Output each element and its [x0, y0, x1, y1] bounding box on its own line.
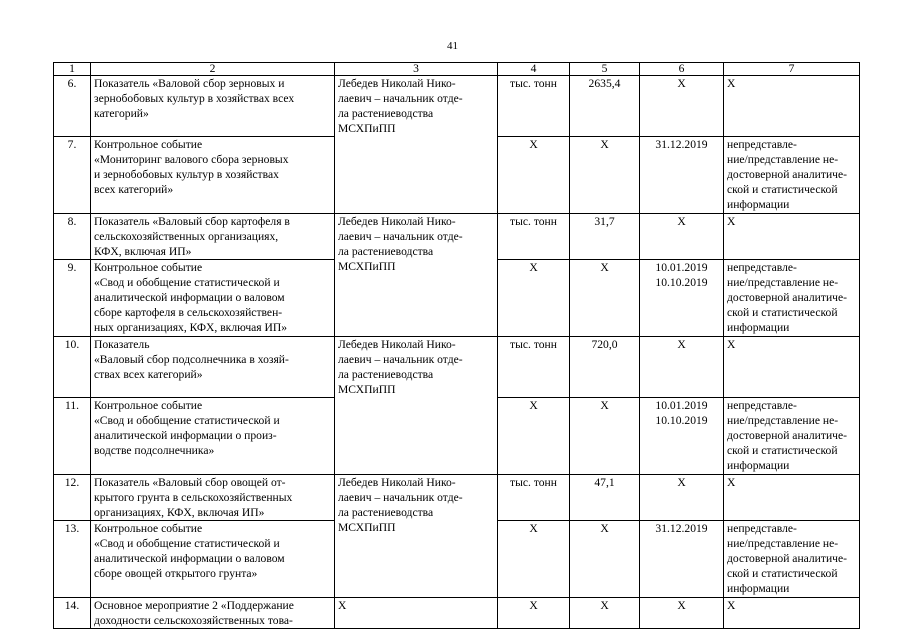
row-value: 31,7 [570, 214, 640, 260]
row-name: Показатель «Валовый сбор картофеля в сельскохозяйственных организациях, КФХ, включая ИП» [91, 214, 335, 260]
row-date: 10.01.2019 10.10.2019 [640, 260, 724, 337]
header-col-4: 4 [498, 63, 570, 76]
row-date: 10.01.2019 10.10.2019 [640, 398, 724, 475]
row-name: Показатель «Валовый сбор подсолнечника в хозяй- ствах всех категорий» [91, 337, 335, 398]
row-date: Х [640, 475, 724, 521]
row-value: Х [570, 598, 640, 629]
row-value: 2635,4 [570, 76, 640, 137]
row-number: 6. [54, 76, 91, 137]
row-unit: тыс. тонн [498, 475, 570, 521]
row-name: Показатель «Валовый сбор овощей от- крытого грунта в сельскохозяйственных организациях, КФХ, включая ИП» [91, 475, 335, 521]
row-name: Контрольное событие «Свод и обобщение статистической и аналитической информации о валовом сборе картофеля в сельскохозяйствен- ных организациях, КФХ, включая ИП» [91, 260, 335, 337]
table-row [54, 214, 860, 260]
row-responsible: Лебедев Николай Нико- лаевич – начальник отде- ла растениеводства МСХПиПП [335, 214, 498, 337]
row-responsible: Лебедев Николай Нико- лаевич – начальник отде- ла растениеводства МСХПиПП [335, 475, 498, 598]
row-risk: Х [724, 337, 860, 398]
table-row [54, 76, 860, 137]
row-date: Х [640, 214, 724, 260]
row-responsible: Лебедев Николай Нико- лаевич – начальник отде- ла растениеводства МСХПиПП [335, 76, 498, 214]
row-date: Х [640, 598, 724, 629]
row-name: Контрольное событие «Свод и обобщение статистической и аналитической информации о произ- водстве подсолнечника» [91, 398, 335, 475]
row-unit: тыс. тонн [498, 76, 570, 137]
row-number: 8. [54, 214, 91, 260]
row-value: Х [570, 398, 640, 475]
row-value: 720,0 [570, 337, 640, 398]
row-unit: Х [498, 137, 570, 214]
row-number: 7. [54, 137, 91, 214]
row-risk: Х [724, 598, 860, 629]
row-name: Основное мероприятие 2 «Поддержание доходности сельскохозяйственных това- [91, 598, 335, 629]
row-risk: непредставле- ние/представление не- достоверной аналитиче- ской и статистической информации [724, 521, 860, 598]
row-responsible: Лебедев Николай Нико- лаевич – начальник отде- ла растениеводства МСХПиПП [335, 337, 498, 475]
header-col-6: 6 [640, 63, 724, 76]
row-risk: непредставле- ние/представление не- достоверной аналитиче- ской и статистической информации [724, 137, 860, 214]
row-number: 9. [54, 260, 91, 337]
row-risk: Х [724, 76, 860, 137]
header-row [54, 63, 860, 76]
row-date: 31.12.2019 [640, 521, 724, 598]
row-unit: Х [498, 260, 570, 337]
row-unit: тыс. тонн [498, 214, 570, 260]
row-number: 12. [54, 475, 91, 521]
plan-table [53, 62, 860, 629]
row-date: Х [640, 76, 724, 137]
table-row [54, 475, 860, 521]
table-row [54, 598, 860, 629]
row-value: Х [570, 521, 640, 598]
header-col-1: 1 [54, 63, 91, 76]
row-responsible: Х [335, 598, 498, 629]
row-risk: непредставле- ние/представление не- достоверной аналитиче- ской и статистической информации [724, 398, 860, 475]
row-number: 10. [54, 337, 91, 398]
row-value: Х [570, 260, 640, 337]
row-number: 14. [54, 598, 91, 629]
row-unit: Х [498, 521, 570, 598]
row-unit: Х [498, 598, 570, 629]
row-number: 13. [54, 521, 91, 598]
row-name: Контрольное событие «Свод и обобщение статистической и аналитической информации о валовом сборе овощей открытого грунта» [91, 521, 335, 598]
row-date: Х [640, 337, 724, 398]
header-col-3: 3 [335, 63, 498, 76]
header-col-5: 5 [570, 63, 640, 76]
header-col-7: 7 [724, 63, 860, 76]
row-unit: тыс. тонн [498, 337, 570, 398]
row-date: 31.12.2019 [640, 137, 724, 214]
row-number: 11. [54, 398, 91, 475]
row-risk: Х [724, 475, 860, 521]
row-risk: непредставле- ние/представление не- достоверной аналитиче- ской и статистической информации [724, 260, 860, 337]
page-number: 41 [447, 40, 458, 52]
row-risk: Х [724, 214, 860, 260]
row-value: Х [570, 137, 640, 214]
header-col-2: 2 [91, 63, 335, 76]
table-row [54, 337, 860, 398]
row-name: Показатель «Валовой сбор зерновых и зернобобовых культур в хозяйствах всех категорий» [91, 76, 335, 137]
row-name: Контрольное событие «Мониторинг валового сбора зерновых и зернобобовых культур в хозяйствах всех категорий» [91, 137, 335, 214]
row-value: 47,1 [570, 475, 640, 521]
row-unit: Х [498, 398, 570, 475]
